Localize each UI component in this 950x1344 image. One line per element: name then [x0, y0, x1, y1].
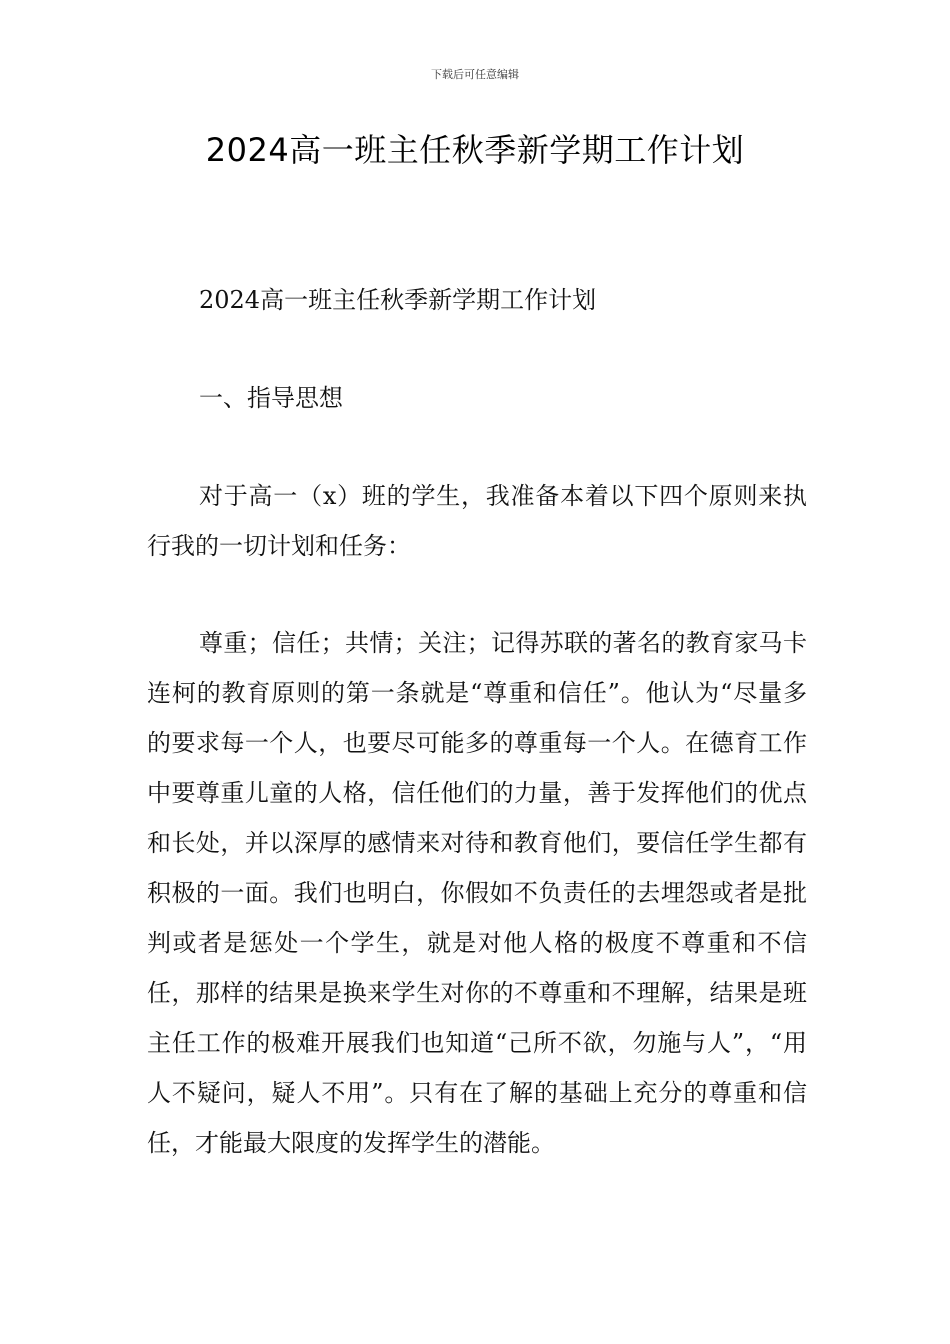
body-paragraph: 尊重；信任；共情；关注；记得苏联的著名的教育家马卡连柯的教育原则的第一条就是“尊重和信任”。他认为“尽量多的要求每一个人，也要尽可能多的尊重每一个人。在德育工作中要尊重儿童的人格，信任他们的力量，善于发挥他们的优点和长处，并以深厚的感情来对待和教育他们，要信任学生都有积极的一面。我们也明白，你假如不负责任的去埋怨或者是批判或者是惩处一个学生，就是对他人格的极度不尊重和不信任，那样的结果是换来学生对你的不尊重和不理解，结果是班主任工作的极难开展我们也知道“己所不欲，勿施与人”，“用人不疑问，疑人不用”。只有在了解的基础上充分的尊重和信任，才能最大限度的发挥学生的潜能。	[147, 629, 807, 1157]
header-note: 下载后可任意编辑	[431, 68, 519, 81]
document-title: 2024高一班主任秋季新学期工作计划	[205, 131, 745, 169]
body-paragraph: 对于高一（x）班的学生，我准备本着以下四个原则来执行我的一切计划和任务：	[147, 482, 807, 560]
document-subtitle: 2024高一班主任秋季新学期工作计划	[199, 286, 597, 314]
section-heading: 一、指导思想	[199, 384, 343, 412]
